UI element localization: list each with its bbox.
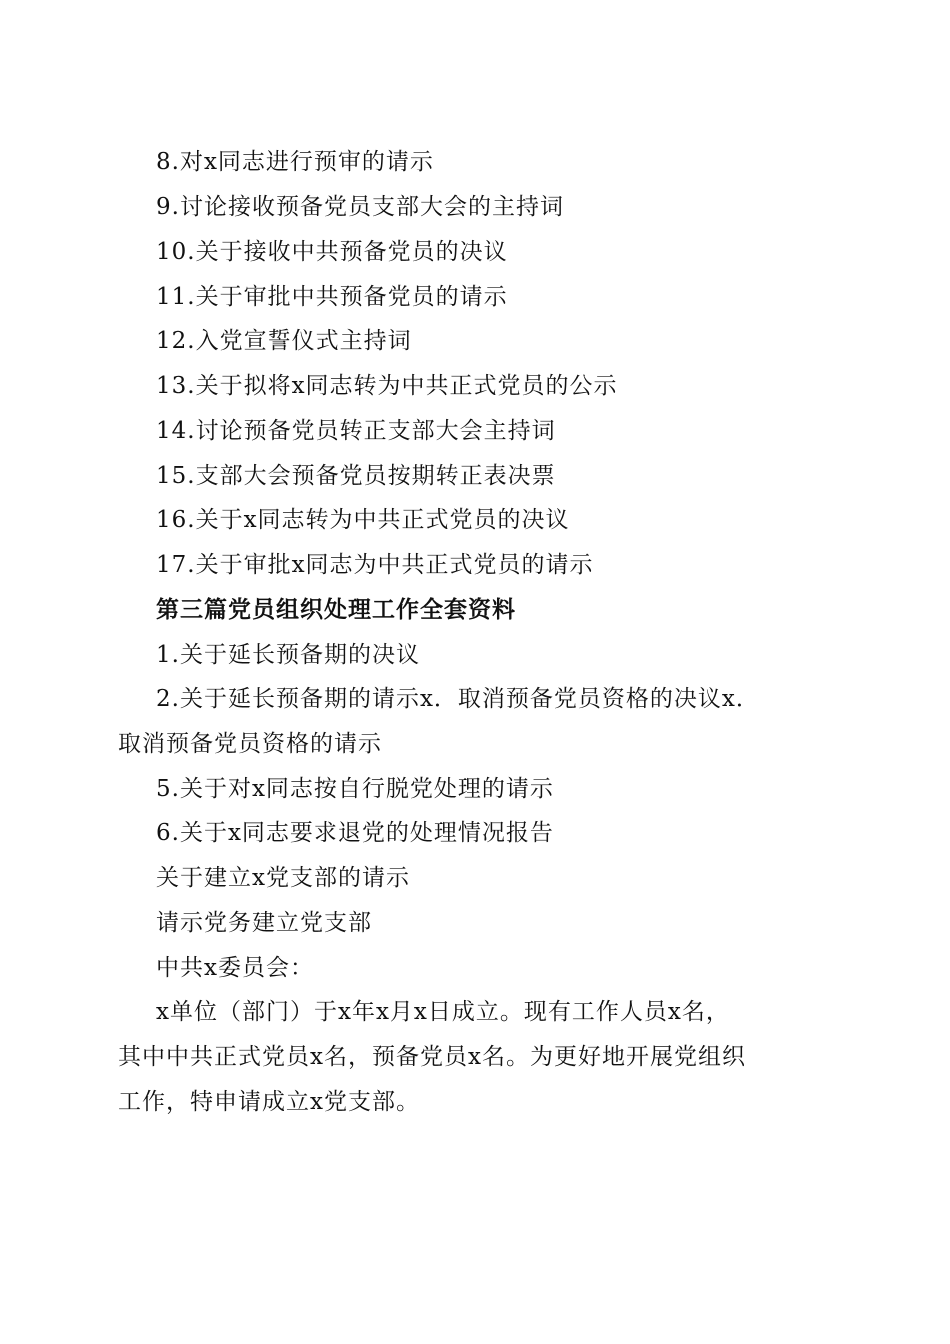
section-heading: 第三篇党员组织处理工作全套资料 (156, 596, 516, 623)
list-item-continuation: 取消预备党员资格的请示 (118, 731, 382, 757)
salutation: 中共x委员会： (156, 955, 314, 981)
body-paragraph-line: 工作，特申请成立x党支部。 (118, 1089, 420, 1115)
list-item: 2.关于延长预备期的请示x．取消预备党员资格的决议x． (156, 686, 760, 712)
list-item: 12.入党宣誓仪式主持词 (156, 328, 412, 354)
list-item: 16.关于x同志转为中共正式党员的决议 (156, 507, 570, 533)
document-keywords: 请示党务建立党支部 (156, 910, 372, 936)
list-item: 17.关于审批x同志为中共正式党员的请示 (156, 552, 594, 578)
list-item: 11.关于审批中共预备党员的请示 (156, 284, 508, 310)
list-item: 6.关于x同志要求退党的处理情况报告 (156, 820, 554, 846)
list-item: 10.关于接收中共预备党员的决议 (156, 239, 508, 265)
body-paragraph-line: 其中中共正式党员x名，预备党员x名。为更好地开展党组织 (118, 1044, 746, 1070)
list-item: 14.讨论预备党员转正支部大会主持词 (156, 418, 556, 444)
document-subtitle: 关于建立x党支部的请示 (156, 865, 410, 891)
list-item: 1.关于延长预备期的决议 (156, 642, 420, 668)
list-item: 5.关于对x同志按自行脱党处理的请示 (156, 776, 554, 802)
list-item: 13.关于拟将x同志转为中共正式党员的公示 (156, 373, 618, 399)
list-item: 8.对x同志进行预审的请示 (156, 149, 434, 175)
list-item: 9.讨论接收预备党员支部大会的主持词 (156, 194, 564, 220)
body-paragraph-line: x单位（部门）于x年x月x日成立。现有工作人员x名， (156, 999, 730, 1025)
list-item: 15.支部大会预备党员按期转正表决票 (156, 463, 556, 489)
